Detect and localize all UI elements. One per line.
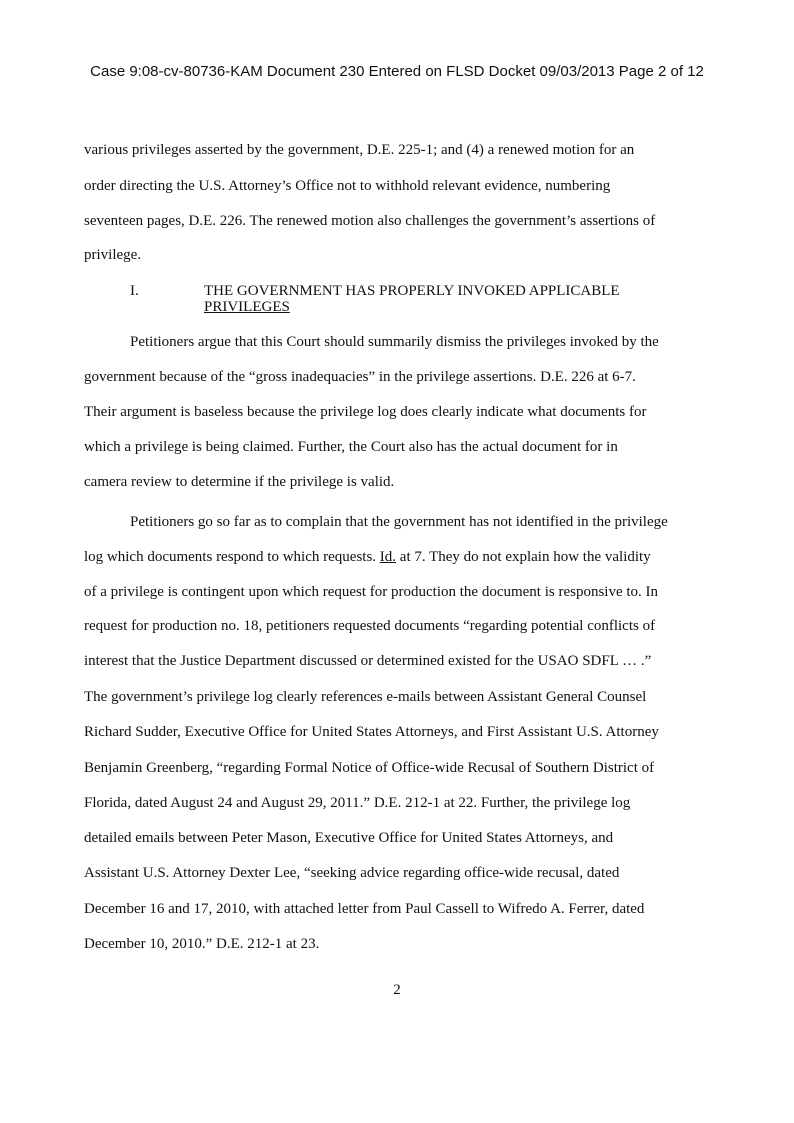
intro-line-3: seventeen pages, D.E. 226. The renewed motion also challenges the government’s assertions of — [84, 213, 656, 229]
para2-line-8: Benjamin Greenberg, “regarding Formal Notice of Office-wide Recusal of Southern District of — [84, 760, 655, 776]
para2-line-13: December 10, 2010.” D.E. 212-1 at 23. — [84, 936, 320, 952]
para2-line-2 — [84, 548, 651, 566]
para2-line-7: Richard Sudder, Executive Office for United States Attorneys, and First Assistant U.S. Attorney — [84, 724, 659, 740]
para1-line-4: which a privilege is being claimed. Further, the Court also has the actual document for in — [84, 439, 618, 455]
para2-line-5: interest that the Justice Department discussed or determined existed for the USAO SDFL … .” — [84, 653, 652, 669]
para2-line-1: Petitioners go so far as to complain that the government has not identified in the privilege — [130, 514, 668, 530]
para2-line-11: Assistant U.S. Attorney Dexter Lee, “seeking advice regarding office-wide recusal, dated — [84, 865, 620, 881]
section-numeral: I. — [130, 283, 139, 299]
intro-line-1: various privileges asserted by the government, D.E. 225-1; and (4) a renewed motion for an — [84, 142, 635, 158]
para2-line-12: December 16 and 17, 2010, with attached letter from Paul Cassell to Wifredo A. Ferrer, dated — [84, 901, 645, 917]
case-header: Case 9:08-cv-80736-KAM Document 230 Entered on FLSD Docket 09/03/2013 Page 2 of 12 — [90, 63, 704, 80]
para1-line-1: Petitioners argue that this Court should summarily dismiss the privileges invoked by the — [130, 334, 659, 350]
para2-line-6: The government’s privilege log clearly references e-mails between Assistant General Counsel — [84, 689, 647, 705]
para2-line-3: of a privilege is contingent upon which request for production the document is responsive to. In — [84, 584, 659, 600]
para1-line-2: government because of the “gross inadequacies” in the privilege assertions. D.E. 226 at 6-7. — [84, 369, 636, 385]
para2-line-9: Florida, dated August 24 and August 29, 2011.” D.E. 212-1 at 22. Further, the privilege log — [84, 795, 631, 811]
para2-line-2-pre: log which documents respond to which requests. — [84, 549, 380, 565]
section-heading-line-1: THE GOVERNMENT HAS PROPERLY INVOKED APPLICABLE — [204, 283, 620, 299]
page-number: 2 — [393, 982, 401, 998]
section-heading-line-2: PRIVILEGES — [204, 299, 290, 315]
para2-line-10: detailed emails between Peter Mason, Executive Office for United States Attorneys, and — [84, 830, 614, 846]
para1-line-5: camera review to determine if the privilege is valid. — [84, 474, 395, 490]
para2-line-2-post: at 7. They do not explain how the validity — [396, 549, 651, 565]
intro-line-4: privilege. — [84, 247, 142, 263]
para1-line-3: Their argument is baseless because the privilege log does clearly indicate what documents for — [84, 404, 647, 420]
citation-id: Id. — [379, 549, 397, 565]
para2-line-4: request for production no. 18, petitioners requested documents “regarding potential conflicts of — [84, 618, 656, 634]
intro-line-2: order directing the U.S. Attorney’s Office not to withhold relevant evidence, numbering — [84, 178, 611, 194]
